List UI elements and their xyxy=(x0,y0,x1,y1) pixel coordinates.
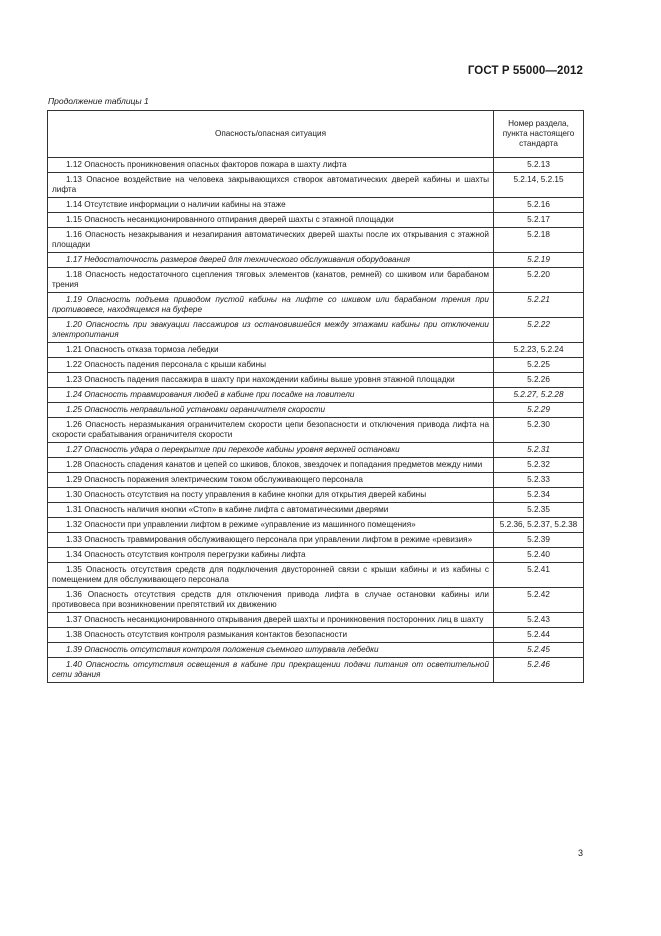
hazard-text: Опасность отказа тормоза лебедки xyxy=(84,345,219,354)
hazard-text: Опасность травмирования людей в кабине при посадке на ловители xyxy=(84,390,355,399)
hazard-cell xyxy=(48,293,494,318)
page-number: 3 xyxy=(577,848,583,858)
section-ref-cell: 5.2.26 xyxy=(494,373,584,388)
hazard-cell xyxy=(48,228,494,253)
document-code: ГОСТ Р 55000—2012 xyxy=(467,65,583,77)
hazard-text: Опасность проникновения опасных факторов пожара в шахту лифта xyxy=(84,160,347,169)
table-row xyxy=(48,443,584,458)
hazard-text: Опасность отсутствия средств для подключения двусторонней связи с крыши кабины и из кабины с помещением для обслуживающего персонала xyxy=(52,565,489,584)
hazard-text: Опасность отсутствия на посту управления в кабине кнопки для открытия дверей кабины xyxy=(84,490,427,499)
hazard-cell xyxy=(48,268,494,293)
hazard-text: Опасность неправильной установки ограничителя скорости xyxy=(84,405,326,414)
table-row xyxy=(48,373,584,388)
table-row xyxy=(48,588,584,613)
table-row xyxy=(48,213,584,228)
table-row xyxy=(48,418,584,443)
hazard-text: Опасности при управлении лифтом в режиме «управление из машинного помещения» xyxy=(84,520,416,529)
hazard-text: Опасное воздействие на человека закрывающихся створок автоматических дверей кабины и шахты лифта xyxy=(52,175,490,194)
hazard-cell xyxy=(48,658,494,683)
table-row xyxy=(48,268,584,293)
hazard-number: 1.27 xyxy=(66,445,82,454)
hazard-cell xyxy=(48,358,494,373)
hazard-text: Опасность травмирования обслуживающего персонала при управлении лифтом в режиме «ревизия» xyxy=(84,535,473,544)
hazard-number: 1.17 xyxy=(66,255,82,264)
section-ref-cell: 5.2.27, 5.2.28 xyxy=(494,388,584,403)
hazards-table xyxy=(47,110,584,683)
table-row xyxy=(48,173,584,198)
section-ref-cell: 5.2.18 xyxy=(494,228,584,253)
table-row xyxy=(48,343,584,358)
hazard-text: Опасность несанкционированного открывания дверей шахты и проникновения посторонних лиц в шахту xyxy=(84,615,484,624)
section-ref-cell: 5.2.20 xyxy=(494,268,584,293)
hazard-text: Опасность неразмыкания ограничителем скорости цепи безопасности и отключения привода лифта на скорости срабатывания ограничителя скорости xyxy=(52,420,490,439)
section-ref-cell: 5.2.22 xyxy=(494,318,584,343)
hazard-cell xyxy=(48,613,494,628)
hazard-number: 1.30 xyxy=(66,490,82,499)
hazard-cell xyxy=(48,488,494,503)
table-row xyxy=(48,253,584,268)
section-ref-cell: 5.2.40 xyxy=(494,548,584,563)
section-ref-cell: 5.2.23, 5.2.24 xyxy=(494,343,584,358)
table-row xyxy=(48,388,584,403)
hazard-number: 1.33 xyxy=(66,535,82,544)
hazard-number: 1.20 xyxy=(66,320,82,329)
hazard-cell xyxy=(48,473,494,488)
hazard-number: 1.38 xyxy=(66,630,82,639)
hazard-cell xyxy=(48,198,494,213)
hazard-number: 1.37 xyxy=(66,615,82,624)
hazard-number: 1.32 xyxy=(66,520,82,529)
section-ref-cell: 5.2.36, 5.2.37, 5.2.38 xyxy=(494,518,584,533)
hazard-text: Отсутствие информации о наличии кабины на этаже xyxy=(84,200,286,209)
hazard-text: Опасность подъема приводом пустой кабины на лифте со шкивом или барабаном трения при противовесе, находящемся на буфере xyxy=(52,295,489,314)
hazard-cell xyxy=(48,403,494,418)
section-ref-cell: 5.2.31 xyxy=(494,443,584,458)
hazard-text: Опасность незакрывания и незапирания автоматических дверей шахты после их открывания с этажной площадки xyxy=(52,230,489,249)
table-row xyxy=(48,533,584,548)
table-row xyxy=(48,473,584,488)
table-row xyxy=(48,358,584,373)
hazard-number: 1.23 xyxy=(66,375,82,384)
section-ref-cell: 5.2.39 xyxy=(494,533,584,548)
hazard-text: Опасность при эвакуации пассажиров из остановившейся между этажами кабины при отключении электропитания xyxy=(52,320,489,339)
hazard-text: Опасность недостаточного сцепления тяговых элементов (канатов, ремней) со шкивом или барабаном трения xyxy=(52,270,489,289)
section-ref-cell: 5.2.34 xyxy=(494,488,584,503)
hazard-number: 1.14 xyxy=(66,200,82,209)
section-ref-cell: 5.2.16 xyxy=(494,198,584,213)
section-ref-cell: 5.2.19 xyxy=(494,253,584,268)
column-header-hazard: Опасность/опасная ситуация xyxy=(48,111,494,158)
table-row xyxy=(48,228,584,253)
hazard-text: Опасность наличия кнопки «Стоп» в кабине лифта с автоматическими дверями xyxy=(84,505,389,514)
section-ref-cell: 5.2.35 xyxy=(494,503,584,518)
hazard-cell xyxy=(48,458,494,473)
hazard-text: Опасность падения пассажира в шахту при нахождении кабины выше уровня этажной площадки xyxy=(84,375,455,384)
hazard-number: 1.29 xyxy=(66,475,82,484)
section-ref-cell: 5.2.13 xyxy=(494,158,584,173)
hazard-number: 1.35 xyxy=(66,565,82,574)
table-row xyxy=(48,613,584,628)
table-row xyxy=(48,318,584,343)
section-ref-cell: 5.2.21 xyxy=(494,293,584,318)
section-ref-cell: 5.2.44 xyxy=(494,628,584,643)
table-row xyxy=(48,643,584,658)
hazard-text: Опасность отсутствия контроля размыкания контактов безопасности xyxy=(84,630,348,639)
hazard-number: 1.19 xyxy=(66,295,82,304)
hazard-text: Опасность отсутствия освещения в кабине при прекращении подачи питания от осветительной сети здания xyxy=(52,660,490,679)
hazard-text: Опасность отсутствия средств для отключения привода лифта в случае остановки кабины или противовеса при возникновении препятствий их движению xyxy=(52,590,489,609)
hazard-number: 1.36 xyxy=(66,590,82,599)
hazard-number: 1.21 xyxy=(66,345,82,354)
table-row xyxy=(48,628,584,643)
section-ref-cell: 5.2.46 xyxy=(494,658,584,683)
hazard-cell xyxy=(48,518,494,533)
hazard-cell xyxy=(48,643,494,658)
section-ref-cell: 5.2.14, 5.2.15 xyxy=(494,173,584,198)
hazard-cell xyxy=(48,173,494,198)
hazard-number: 1.18 xyxy=(66,270,82,279)
hazard-text: Опасность падения персонала с крыши кабины xyxy=(84,360,266,369)
table-row xyxy=(48,563,584,588)
hazard-number: 1.40 xyxy=(66,660,82,669)
hazard-cell xyxy=(48,213,494,228)
section-ref-cell: 5.2.30 xyxy=(494,418,584,443)
section-ref-cell: 5.2.29 xyxy=(494,403,584,418)
hazard-cell xyxy=(48,628,494,643)
table-row xyxy=(48,293,584,318)
table-row xyxy=(48,488,584,503)
hazard-cell xyxy=(48,373,494,388)
hazard-cell xyxy=(48,418,494,443)
hazard-text: Опасность поражения электрическим током обслуживающего персонала xyxy=(84,475,363,484)
hazard-cell xyxy=(48,318,494,343)
table-row xyxy=(48,158,584,173)
hazard-cell xyxy=(48,533,494,548)
table-row xyxy=(48,403,584,418)
section-ref-cell: 5.2.43 xyxy=(494,613,584,628)
table-row xyxy=(48,518,584,533)
hazard-number: 1.31 xyxy=(66,505,82,514)
hazard-text: Недостаточность размеров дверей для технического обслуживания оборудования xyxy=(84,255,411,264)
hazard-number: 1.28 xyxy=(66,460,82,469)
section-ref-cell: 5.2.45 xyxy=(494,643,584,658)
section-ref-cell: 5.2.41 xyxy=(494,563,584,588)
section-ref-cell: 5.2.32 xyxy=(494,458,584,473)
hazard-text: Опасность отсутствия контроля перегрузки кабины лифта xyxy=(84,550,306,559)
hazard-cell xyxy=(48,158,494,173)
hazard-number: 1.24 xyxy=(66,390,82,399)
hazard-number: 1.15 xyxy=(66,215,82,224)
hazard-number: 1.26 xyxy=(66,420,82,429)
hazard-number: 1.39 xyxy=(66,645,82,654)
hazard-cell xyxy=(48,443,494,458)
hazard-cell xyxy=(48,388,494,403)
table-header-row xyxy=(48,111,584,158)
section-ref-cell: 5.2.17 xyxy=(494,213,584,228)
section-ref-cell: 5.2.42 xyxy=(494,588,584,613)
table-row xyxy=(48,503,584,518)
hazard-text: Опасность удара о перекрытие при переходе кабины уровня верхней остановки xyxy=(84,445,400,454)
hazard-cell xyxy=(48,563,494,588)
hazard-text: Опасность отсутствия контроля положения съемного штурвала лебедки xyxy=(84,645,379,654)
table-row xyxy=(48,458,584,473)
table-continuation-label: Продолжение таблицы 1 xyxy=(48,96,149,106)
hazard-number: 1.25 xyxy=(66,405,82,414)
hazard-text: Опасность несанкционированного отпирания дверей шахты с этажной площадки xyxy=(84,215,394,224)
hazard-text: Опасность спадения канатов и цепей со шкивов, блоков, звездочек и попадания предметов между ними xyxy=(84,460,483,469)
table-row xyxy=(48,198,584,213)
hazard-cell xyxy=(48,253,494,268)
hazard-number: 1.34 xyxy=(66,550,82,559)
hazard-cell xyxy=(48,588,494,613)
section-ref-cell: 5.2.33 xyxy=(494,473,584,488)
table-row xyxy=(48,548,584,563)
hazard-number: 1.12 xyxy=(66,160,82,169)
column-header-section-ref: Номер раздела, пункта настоящего стандарта xyxy=(494,111,584,158)
hazard-number: 1.16 xyxy=(66,230,82,239)
section-ref-cell: 5.2.25 xyxy=(494,358,584,373)
hazard-number: 1.22 xyxy=(66,360,82,369)
table-row xyxy=(48,658,584,683)
hazard-cell xyxy=(48,503,494,518)
hazard-cell xyxy=(48,548,494,563)
hazard-cell xyxy=(48,343,494,358)
hazard-number: 1.13 xyxy=(66,175,82,184)
